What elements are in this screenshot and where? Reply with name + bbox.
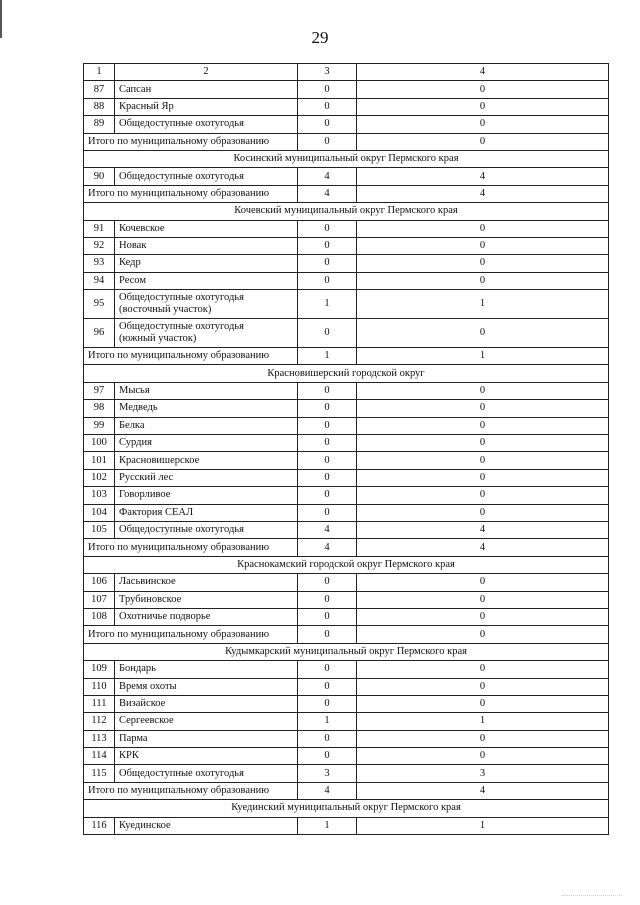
row-number: 98 [84, 400, 115, 417]
table-row [84, 98, 609, 115]
row-name-line: Парма [119, 732, 148, 744]
table-row [84, 400, 609, 417]
row-number: 95 [84, 290, 115, 319]
row-col3-value: 0 [298, 504, 357, 521]
row-name [115, 591, 298, 608]
table-row [84, 574, 609, 591]
row-col3-value: 0 [298, 435, 357, 452]
row-col4-value: 0 [357, 417, 609, 434]
row-col4-value: 0 [357, 81, 609, 98]
row-col4-value: 0 [357, 452, 609, 469]
row-name [115, 765, 298, 782]
table-row [84, 487, 609, 504]
row-col4-value: 1 [357, 713, 609, 730]
row-name [115, 487, 298, 504]
row-col3-value: 0 [298, 695, 357, 712]
row-name [115, 382, 298, 399]
row-name-line: Ресом [119, 274, 146, 286]
row-col4-value: 0 [357, 574, 609, 591]
row-name [115, 400, 298, 417]
row-col3-value: 3 [298, 765, 357, 782]
section-title-row [84, 365, 609, 382]
row-name-line: Сурдия [119, 437, 152, 449]
row-name [115, 608, 298, 625]
total-col4-value: 4 [357, 185, 609, 202]
total-row [84, 626, 609, 643]
table-row [84, 255, 609, 272]
table-row [84, 695, 609, 712]
row-col4-value: 0 [357, 661, 609, 678]
table-row [84, 817, 609, 834]
row-col4-value: 0 [357, 116, 609, 133]
row-name-line: Ласьвинское [119, 576, 176, 588]
row-number: 108 [84, 608, 115, 625]
row-col3-value: 0 [298, 591, 357, 608]
total-col4-value: 0 [357, 626, 609, 643]
row-col3-value: 0 [298, 220, 357, 237]
section-title: Красновишерский городской округ [84, 365, 609, 382]
row-name-line: Охотничье подворье [119, 611, 211, 623]
row-col3-value: 1 [298, 290, 357, 319]
row-col4-value: 0 [357, 730, 609, 747]
table-row [84, 713, 609, 730]
row-col3-value: 0 [298, 748, 357, 765]
section-title-row [84, 203, 609, 220]
total-col4-value: 0 [357, 133, 609, 150]
row-name [115, 81, 298, 98]
row-col3-value: 0 [298, 730, 357, 747]
row-number: 89 [84, 116, 115, 133]
section-title: Куединский муниципальный округ Пермского края [84, 800, 609, 817]
row-name [115, 435, 298, 452]
row-name-line: Сапсан [119, 83, 152, 95]
row-number: 90 [84, 168, 115, 185]
table-row [84, 168, 609, 185]
row-number: 87 [84, 81, 115, 98]
row-col4-value: 0 [357, 504, 609, 521]
table-row [84, 748, 609, 765]
table-row [84, 765, 609, 782]
row-col3-value: 0 [298, 608, 357, 625]
row-name [115, 521, 298, 538]
row-col4-value: 0 [357, 400, 609, 417]
row-name-line: Красновишерское [119, 454, 200, 466]
total-col3-value: 4 [298, 539, 357, 556]
table-row [84, 521, 609, 538]
header-cell-2: 2 [115, 64, 298, 81]
table-row [84, 382, 609, 399]
table-row [84, 661, 609, 678]
row-name-line: Общедоступные охотугодья [119, 524, 244, 536]
row-number: 91 [84, 220, 115, 237]
row-name-line: Визайское [119, 698, 166, 710]
row-number: 113 [84, 730, 115, 747]
row-number: 105 [84, 521, 115, 538]
table-row [84, 290, 609, 319]
table-row [84, 678, 609, 695]
table-row [84, 237, 609, 254]
row-col4-value: 0 [357, 748, 609, 765]
row-col3-value: 4 [298, 521, 357, 538]
table-row [84, 730, 609, 747]
table-row [84, 504, 609, 521]
row-number: 112 [84, 713, 115, 730]
row-name-line: Общедоступные охотугодья [119, 767, 244, 779]
row-name [115, 574, 298, 591]
row-col4-value: 1 [357, 290, 609, 319]
row-col3-value: 0 [298, 382, 357, 399]
table-row [84, 435, 609, 452]
row-number: 92 [84, 237, 115, 254]
row-name [115, 116, 298, 133]
total-col3-value: 4 [298, 782, 357, 799]
row-number: 101 [84, 452, 115, 469]
row-col4-value: 0 [357, 319, 609, 348]
row-name-line: КРК [119, 750, 139, 762]
scan-artifact [562, 895, 622, 899]
row-col4-value: 0 [357, 272, 609, 289]
row-col3-value: 0 [298, 661, 357, 678]
total-row [84, 782, 609, 799]
section-title-row [84, 643, 609, 660]
row-col4-value: 0 [357, 98, 609, 115]
row-name-line: Общедоступные охотугодья [119, 292, 244, 304]
row-col3-value: 0 [298, 417, 357, 434]
row-col4-value: 0 [357, 487, 609, 504]
row-name-line: Бондарь [119, 663, 156, 675]
row-name-subline: (восточный участок) [119, 304, 212, 316]
total-col4-value: 1 [357, 348, 609, 365]
row-col4-value: 0 [357, 435, 609, 452]
row-col4-value: 0 [357, 382, 609, 399]
row-name-line: Общедоступные охотугодья [119, 170, 244, 182]
total-label: Итого по муниципальному образованию [84, 626, 298, 643]
row-number: 103 [84, 487, 115, 504]
table-row [84, 116, 609, 133]
row-name [115, 290, 298, 319]
row-number: 110 [84, 678, 115, 695]
row-number: 102 [84, 469, 115, 486]
row-col4-value: 0 [357, 678, 609, 695]
total-row [84, 133, 609, 150]
row-name [115, 817, 298, 834]
row-col4-value: 4 [357, 521, 609, 538]
row-col4-value: 0 [357, 469, 609, 486]
row-col4-value: 0 [357, 608, 609, 625]
row-number: 114 [84, 748, 115, 765]
row-name-line: Общедоступные охотугодья [119, 118, 244, 130]
table-row [84, 417, 609, 434]
total-label: Итого по муниципальному образованию [84, 185, 298, 202]
row-col3-value: 0 [298, 272, 357, 289]
row-number: 115 [84, 765, 115, 782]
section-title-row [84, 800, 609, 817]
row-col3-value: 4 [298, 168, 357, 185]
row-name-line: Время охоты [119, 680, 177, 692]
row-number: 93 [84, 255, 115, 272]
row-name [115, 319, 298, 348]
row-number: 106 [84, 574, 115, 591]
hunting-grounds-table [83, 63, 609, 835]
row-number: 109 [84, 661, 115, 678]
header-cell-1: 1 [84, 64, 115, 81]
row-col4-value: 3 [357, 765, 609, 782]
total-col3-value: 0 [298, 626, 357, 643]
row-name-subline: (южный участок) [119, 333, 197, 345]
row-number: 88 [84, 98, 115, 115]
row-col3-value: 0 [298, 319, 357, 348]
row-name-line: Медведь [119, 402, 158, 414]
row-name [115, 168, 298, 185]
row-number: 94 [84, 272, 115, 289]
row-col3-value: 1 [298, 713, 357, 730]
total-col3-value: 0 [298, 133, 357, 150]
row-col4-value: 4 [357, 168, 609, 185]
row-col3-value: 0 [298, 237, 357, 254]
row-name-line: Трубиновское [119, 593, 182, 605]
total-col3-value: 4 [298, 185, 357, 202]
row-name [115, 237, 298, 254]
row-name-line: Говорливое [119, 489, 171, 501]
row-name-line: Мысья [119, 385, 150, 397]
total-row [84, 348, 609, 365]
section-title-row [84, 556, 609, 573]
row-col3-value: 0 [298, 98, 357, 115]
table-row [84, 81, 609, 98]
total-label: Итого по муниципальному образованию [84, 348, 298, 365]
row-number: 96 [84, 319, 115, 348]
row-name [115, 661, 298, 678]
row-name [115, 220, 298, 237]
table-row [84, 452, 609, 469]
header-cell-3: 3 [298, 64, 357, 81]
row-col3-value: 0 [298, 469, 357, 486]
row-number: 116 [84, 817, 115, 834]
row-name [115, 255, 298, 272]
row-name [115, 748, 298, 765]
row-number: 100 [84, 435, 115, 452]
row-name [115, 730, 298, 747]
row-name-line: Куединское [119, 819, 171, 831]
row-name [115, 417, 298, 434]
row-number: 111 [84, 695, 115, 712]
row-name [115, 98, 298, 115]
row-col4-value: 1 [357, 817, 609, 834]
total-col4-value: 4 [357, 782, 609, 799]
row-name-line: Кочевское [119, 222, 165, 234]
row-col3-value: 0 [298, 678, 357, 695]
row-col3-value: 0 [298, 452, 357, 469]
row-name [115, 678, 298, 695]
row-number: 107 [84, 591, 115, 608]
row-col4-value: 0 [357, 237, 609, 254]
table-body [84, 64, 609, 835]
total-col4-value: 4 [357, 539, 609, 556]
total-col3-value: 1 [298, 348, 357, 365]
row-col3-value: 0 [298, 255, 357, 272]
row-col3-value: 0 [298, 487, 357, 504]
table-row [84, 469, 609, 486]
table-row [84, 220, 609, 237]
section-title-row [84, 150, 609, 167]
row-name-line: Красный Яр [119, 100, 174, 112]
row-col4-value: 0 [357, 220, 609, 237]
table-row [84, 319, 609, 348]
section-title: Кудымкарский муниципальный округ Пермского края [84, 643, 609, 660]
total-row [84, 539, 609, 556]
row-col3-value: 1 [298, 817, 357, 834]
row-name [115, 272, 298, 289]
row-name-line: Новак [119, 240, 147, 252]
row-number: 104 [84, 504, 115, 521]
table-row [84, 272, 609, 289]
page-number: 29 [311, 28, 329, 47]
table-header-row [84, 64, 609, 81]
row-name-line: Сергеевское [119, 715, 174, 727]
row-col4-value: 0 [357, 695, 609, 712]
row-name-line: Фактория СЕАЛ [119, 506, 194, 518]
row-name [115, 452, 298, 469]
table-row [84, 591, 609, 608]
section-title: Кочевский муниципальный округ Пермского края [84, 203, 609, 220]
section-title: Косинский муниципальный округ Пермского края [84, 150, 609, 167]
total-label: Итого по муниципальному образованию [84, 133, 298, 150]
row-col4-value: 0 [357, 591, 609, 608]
row-col4-value: 0 [357, 255, 609, 272]
row-name [115, 469, 298, 486]
row-name-line: Белка [119, 419, 145, 431]
row-number: 97 [84, 382, 115, 399]
total-label: Итого по муниципальному образованию [84, 782, 298, 799]
row-col3-value: 0 [298, 400, 357, 417]
row-col3-value: 0 [298, 81, 357, 98]
row-col3-value: 0 [298, 574, 357, 591]
section-title: Краснокамский городской округ Пермского края [84, 556, 609, 573]
table-row [84, 608, 609, 625]
row-name [115, 695, 298, 712]
row-name [115, 504, 298, 521]
row-col3-value: 0 [298, 116, 357, 133]
row-number: 99 [84, 417, 115, 434]
header-cell-4: 4 [357, 64, 609, 81]
total-label: Итого по муниципальному образованию [84, 539, 298, 556]
total-row [84, 185, 609, 202]
row-name-line: Кедр [119, 257, 141, 269]
row-name [115, 713, 298, 730]
row-name-line: Русский лес [119, 472, 174, 483]
row-name-line: Общедоступные охотугодья [119, 321, 244, 333]
